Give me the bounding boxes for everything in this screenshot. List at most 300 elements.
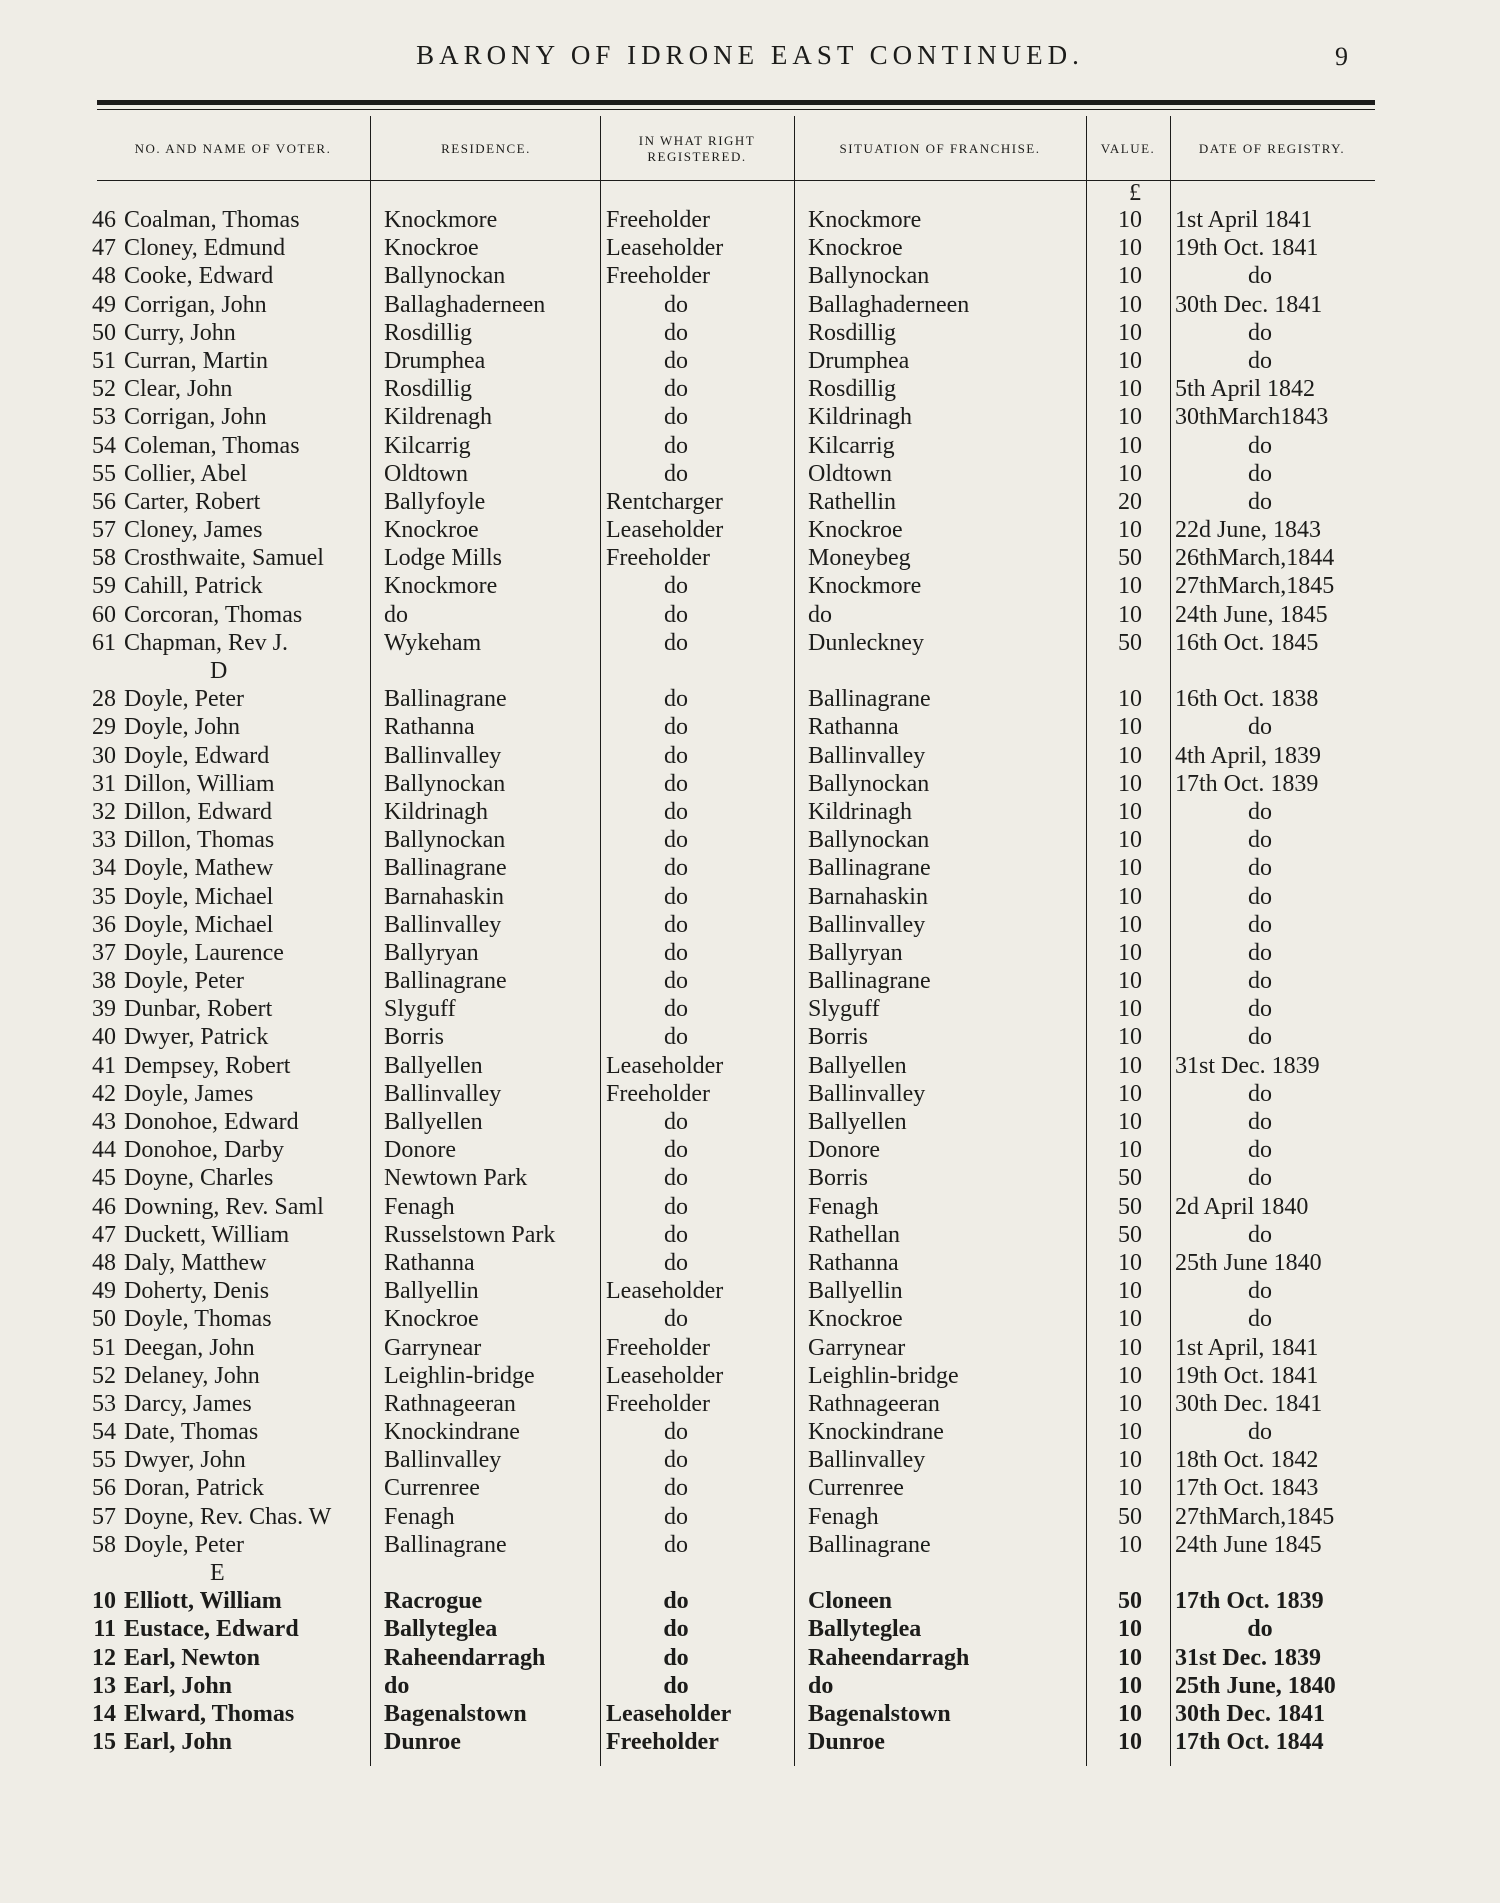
residence: do bbox=[384, 601, 408, 628]
registry-date: 19th Oct. 1841 bbox=[1175, 235, 1319, 262]
registry-date: 31st Dec. 1839 bbox=[1175, 1052, 1320, 1079]
franchise-value: 10 bbox=[1118, 714, 1142, 741]
residence: Knockmore bbox=[384, 207, 498, 233]
registry-date: 27thMarch,1845 bbox=[1175, 573, 1335, 600]
registration-right: do bbox=[664, 686, 688, 713]
franchise-value: 10 bbox=[1118, 1447, 1142, 1474]
franchise-situation: Ballyellen bbox=[808, 1052, 907, 1079]
franchise-value: 10 bbox=[1118, 263, 1142, 290]
residence: Ballinvalley bbox=[384, 1080, 502, 1107]
registration-right: do bbox=[664, 1221, 688, 1248]
registration-right: Leaseholder bbox=[606, 1278, 724, 1305]
franchise-value: 10 bbox=[1118, 432, 1142, 459]
page-number: 9 bbox=[1335, 42, 1348, 71]
voter-number: 43 bbox=[92, 1109, 116, 1135]
table-row bbox=[0, 1023, 1500, 1051]
franchise-situation: Moneybeg bbox=[808, 545, 911, 572]
table-row bbox=[0, 1390, 1500, 1418]
franchise-situation: Rathanna bbox=[808, 1249, 899, 1276]
voter-name: Cooke, Edward bbox=[124, 263, 274, 290]
franchise-value: 10 bbox=[1118, 883, 1142, 910]
franchise-situation: Ballaghaderneen bbox=[808, 291, 970, 318]
voter-name: Earl, Newton bbox=[124, 1644, 260, 1671]
registry-date: 17th Oct. 1844 bbox=[1175, 1729, 1324, 1756]
voter-name: Doyle, John bbox=[124, 714, 240, 741]
section-letter-row bbox=[0, 657, 1500, 685]
franchise-situation: Ballinvalley bbox=[808, 1080, 926, 1107]
voter-number: 48 bbox=[92, 1249, 116, 1276]
voter-number: 45 bbox=[92, 1165, 116, 1192]
franchise-value: 10 bbox=[1118, 1419, 1142, 1446]
table-row bbox=[0, 460, 1500, 488]
franchise-situation: Currenree bbox=[808, 1475, 904, 1502]
registry-date: do bbox=[1248, 432, 1272, 459]
franchise-value: 10 bbox=[1118, 1024, 1142, 1051]
registry-date: 24th June 1845 bbox=[1175, 1531, 1322, 1558]
residence: Drumphea bbox=[384, 347, 486, 374]
voter-number: 47 bbox=[92, 235, 116, 262]
voter-name: Donohoe, Darby bbox=[124, 1137, 284, 1164]
registry-date: 1st April 1841 bbox=[1175, 207, 1313, 233]
registry-date: do bbox=[1248, 883, 1272, 910]
franchise-value: 10 bbox=[1118, 347, 1142, 374]
franchise-value: 10 bbox=[1118, 404, 1142, 431]
table-row bbox=[0, 1108, 1500, 1136]
voter-name: Dillon, Thomas bbox=[124, 827, 275, 854]
voter-number: 57 bbox=[92, 1503, 116, 1530]
franchise-value: 10 bbox=[1118, 939, 1142, 966]
table-row bbox=[0, 1164, 1500, 1192]
registry-date: 24th June, 1845 bbox=[1175, 601, 1328, 628]
franchise-situation: Donore bbox=[808, 1137, 880, 1164]
voter-name: Corrigan, John bbox=[124, 291, 267, 318]
registration-right: do bbox=[664, 319, 688, 346]
registration-right: do bbox=[664, 404, 688, 431]
franchise-value: 50 bbox=[1118, 1165, 1142, 1192]
franchise-situation: Knockroe bbox=[808, 235, 903, 262]
registry-date: do bbox=[1248, 1080, 1272, 1107]
registration-right: do bbox=[663, 1588, 689, 1615]
table-row bbox=[0, 713, 1500, 741]
table-row bbox=[0, 601, 1500, 629]
registration-right: do bbox=[664, 968, 688, 995]
voter-name: Crosthwaite, Samuel bbox=[124, 545, 324, 572]
residence: Oldtown bbox=[384, 460, 468, 487]
voter-name: Doyle, Peter bbox=[124, 686, 244, 713]
registration-right: do bbox=[664, 1165, 688, 1192]
registry-date: 18th Oct. 1842 bbox=[1175, 1447, 1319, 1474]
franchise-value: 10 bbox=[1118, 1616, 1142, 1643]
table-row bbox=[0, 262, 1500, 290]
voter-name: Doyle, Peter bbox=[124, 1531, 244, 1558]
column-header-right: IN WHAT RIGHT REGISTERED. bbox=[638, 133, 756, 164]
voter-number: 10 bbox=[92, 1588, 116, 1615]
table-row bbox=[0, 1193, 1500, 1221]
table-row bbox=[0, 488, 1500, 516]
residence: Kildrenagh bbox=[384, 404, 492, 431]
table-row bbox=[0, 1136, 1500, 1164]
table-row bbox=[0, 1672, 1500, 1700]
voter-name: Daly, Matthew bbox=[124, 1249, 267, 1276]
section-letter: E bbox=[210, 1560, 225, 1586]
registration-right: do bbox=[664, 629, 688, 656]
voter-number: 46 bbox=[92, 1193, 116, 1220]
franchise-value: 10 bbox=[1118, 1137, 1142, 1164]
column-header-rule bbox=[97, 180, 1375, 181]
registration-right: Freeholder bbox=[606, 207, 710, 233]
franchise-situation: Raheendarragh bbox=[808, 1644, 970, 1671]
table-row bbox=[0, 206, 1500, 234]
voter-number: 42 bbox=[92, 1080, 116, 1107]
registration-right: do bbox=[664, 855, 688, 882]
registration-right: do bbox=[664, 996, 688, 1023]
franchise-situation: Ballinvalley bbox=[808, 911, 926, 938]
voter-name: Doyle, Michael bbox=[124, 911, 274, 938]
voter-number: 35 bbox=[92, 883, 116, 910]
registration-right: do bbox=[664, 1475, 688, 1502]
registry-date: 5th April 1842 bbox=[1175, 376, 1316, 403]
registration-right: Freeholder bbox=[606, 1390, 710, 1417]
franchise-value: 10 bbox=[1118, 517, 1142, 544]
franchise-value: 50 bbox=[1118, 629, 1142, 656]
voter-number: 55 bbox=[92, 1447, 116, 1474]
franchise-value: 10 bbox=[1118, 1475, 1142, 1502]
voter-name: Chapman, Rev J. bbox=[124, 629, 288, 656]
voter-number: 28 bbox=[92, 686, 116, 713]
franchise-situation: Ballyteglea bbox=[808, 1616, 922, 1643]
voter-name: Elliott, William bbox=[124, 1588, 282, 1615]
table-row bbox=[0, 544, 1500, 572]
column-header-residence: RESIDENCE. bbox=[441, 141, 531, 156]
table-row bbox=[0, 516, 1500, 544]
voter-number: 39 bbox=[92, 996, 116, 1023]
voter-name: Doyle, Michael bbox=[124, 883, 274, 910]
residence: Rathanna bbox=[384, 1249, 475, 1276]
registry-date: do bbox=[1248, 714, 1272, 741]
franchise-situation: Ballyellin bbox=[808, 1278, 903, 1305]
voter-number: 37 bbox=[92, 939, 116, 966]
residence: Ballinvalley bbox=[384, 1447, 502, 1474]
table-row bbox=[0, 375, 1500, 403]
table-row bbox=[0, 1446, 1500, 1474]
registration-right: Freeholder bbox=[606, 263, 710, 290]
franchise-situation: Ballinagrane bbox=[808, 1531, 931, 1558]
registration-right: do bbox=[664, 291, 688, 318]
table-row bbox=[0, 1587, 1500, 1615]
registration-right: do bbox=[664, 376, 688, 403]
registration-right: Freeholder bbox=[606, 1729, 719, 1756]
franchise-value: 10 bbox=[1118, 1334, 1142, 1361]
voter-number: 55 bbox=[92, 460, 116, 487]
voter-number: 59 bbox=[92, 573, 116, 600]
registration-right: do bbox=[664, 460, 688, 487]
franchise-value: 10 bbox=[1118, 1672, 1142, 1699]
registry-date: 4th April, 1839 bbox=[1175, 742, 1322, 769]
residence: Lodge Mills bbox=[384, 545, 502, 572]
residence: Russelstown Park bbox=[384, 1221, 556, 1248]
franchise-situation: Bagenalstown bbox=[808, 1700, 951, 1727]
voter-name: Collier, Abel bbox=[124, 460, 248, 487]
franchise-value: 10 bbox=[1118, 798, 1142, 825]
voter-name: Dunbar, Robert bbox=[124, 996, 273, 1023]
voter-number: 47 bbox=[92, 1221, 116, 1248]
franchise-situation: Dunroe bbox=[808, 1729, 885, 1756]
franchise-value: 10 bbox=[1118, 1109, 1142, 1135]
residence: Racrogue bbox=[384, 1588, 483, 1615]
registry-date: 16th Oct. 1845 bbox=[1175, 629, 1319, 656]
voter-number: 52 bbox=[92, 376, 116, 403]
voter-name: Doyne, Charles bbox=[124, 1165, 274, 1192]
franchise-situation: Rathnageeran bbox=[808, 1390, 940, 1417]
franchise-value: 10 bbox=[1118, 1080, 1142, 1107]
residence: Ballyellin bbox=[384, 1278, 479, 1305]
residence: do bbox=[384, 1672, 410, 1699]
registry-date: do bbox=[1248, 488, 1272, 515]
franchise-value: 10 bbox=[1118, 460, 1142, 487]
registry-date: do bbox=[1248, 1221, 1272, 1248]
registration-right: Freeholder bbox=[606, 545, 710, 572]
voter-name: Deegan, John bbox=[124, 1334, 255, 1361]
residence: Slyguff bbox=[384, 996, 456, 1023]
franchise-situation: Drumphea bbox=[808, 347, 910, 374]
table-row bbox=[0, 1728, 1500, 1756]
voter-name: Doherty, Denis bbox=[124, 1278, 270, 1305]
voter-number: 31 bbox=[92, 770, 116, 797]
franchise-situation: Cloneen bbox=[808, 1588, 892, 1615]
table-row bbox=[0, 770, 1500, 798]
franchise-value: 10 bbox=[1118, 319, 1142, 346]
registry-date: do bbox=[1248, 347, 1272, 374]
registry-date: 30th Dec. 1841 bbox=[1175, 291, 1323, 318]
table-row bbox=[0, 1334, 1500, 1362]
table-row bbox=[0, 826, 1500, 854]
franchise-situation: Knockmore bbox=[808, 573, 922, 600]
registration-right: do bbox=[664, 939, 688, 966]
voter-number: 49 bbox=[92, 1278, 116, 1305]
franchise-value: 50 bbox=[1118, 545, 1142, 572]
table-row bbox=[0, 403, 1500, 431]
voter-number: 46 bbox=[92, 207, 116, 233]
table-row bbox=[0, 1080, 1500, 1108]
table-row bbox=[0, 854, 1500, 882]
registration-right: do bbox=[664, 573, 688, 600]
franchise-situation: Rosdillig bbox=[808, 319, 897, 346]
franchise-situation: Ballinagrane bbox=[808, 686, 931, 713]
registration-right: do bbox=[664, 1024, 688, 1051]
voter-number: 34 bbox=[92, 855, 116, 882]
franchise-situation: Slyguff bbox=[808, 996, 880, 1023]
residence: Knockmore bbox=[384, 573, 498, 600]
franchise-value: 10 bbox=[1118, 770, 1142, 797]
table-row bbox=[0, 939, 1500, 967]
registry-date: do bbox=[1248, 911, 1272, 938]
voter-number: 51 bbox=[92, 1334, 116, 1361]
registry-date: 22d June, 1843 bbox=[1175, 517, 1321, 544]
registry-date: 31st Dec. 1839 bbox=[1175, 1644, 1321, 1671]
table-row bbox=[0, 629, 1500, 657]
voter-number: 49 bbox=[92, 291, 116, 318]
table-row bbox=[0, 1503, 1500, 1531]
table-row bbox=[0, 883, 1500, 911]
franchise-value: 10 bbox=[1118, 601, 1142, 628]
registration-right: do bbox=[664, 911, 688, 938]
franchise-value: 10 bbox=[1118, 1052, 1142, 1079]
residence: Ballyellen bbox=[384, 1052, 483, 1079]
registration-right: do bbox=[664, 1419, 688, 1446]
residence: Rathnageeran bbox=[384, 1390, 516, 1417]
voter-name: Donohoe, Edward bbox=[124, 1109, 299, 1135]
residence: Leighlin-bridge bbox=[384, 1362, 535, 1389]
voter-name: Elward, Thomas bbox=[124, 1700, 295, 1727]
registration-right: do bbox=[664, 827, 688, 854]
registration-right: do bbox=[664, 714, 688, 741]
registration-right: do bbox=[664, 1503, 688, 1530]
residence: Donore bbox=[384, 1137, 456, 1164]
franchise-situation: Knockindrane bbox=[808, 1419, 944, 1446]
table-row bbox=[0, 798, 1500, 826]
registry-date: 16th Oct. 1838 bbox=[1175, 686, 1319, 713]
registry-date: do bbox=[1248, 460, 1272, 487]
voter-name: Cloney, Edmund bbox=[124, 235, 286, 262]
franchise-situation: Kildrinagh bbox=[808, 404, 912, 431]
voter-name: Dwyer, John bbox=[124, 1447, 246, 1474]
column-header-voter: NO. AND NAME OF VOTER. bbox=[134, 141, 332, 156]
voter-name: Dwyer, Patrick bbox=[124, 1024, 269, 1051]
voter-name: Date, Thomas bbox=[124, 1419, 259, 1446]
voter-number: 48 bbox=[92, 263, 116, 290]
franchise-situation: Leighlin-bridge bbox=[808, 1362, 959, 1389]
voter-name: Downing, Rev. Saml bbox=[124, 1193, 324, 1220]
residence: Fenagh bbox=[384, 1503, 455, 1530]
residence: Raheendarragh bbox=[384, 1644, 546, 1671]
section-letter: D bbox=[210, 658, 228, 684]
franchise-situation: Rosdillig bbox=[808, 376, 897, 403]
voter-name: Dillon, Edward bbox=[124, 798, 272, 825]
voter-number: 56 bbox=[92, 488, 116, 515]
franchise-value: 10 bbox=[1118, 1700, 1142, 1727]
section-letter-row bbox=[0, 1559, 1500, 1587]
voter-name: Corrigan, John bbox=[124, 404, 267, 431]
residence: Knockroe bbox=[384, 235, 479, 262]
registration-right: do bbox=[664, 742, 688, 769]
registry-date: 25th June 1840 bbox=[1175, 1249, 1322, 1276]
registry-date: do bbox=[1248, 798, 1272, 825]
voter-number: 52 bbox=[92, 1362, 116, 1389]
franchise-situation: do bbox=[808, 601, 832, 628]
residence: Newtown Park bbox=[384, 1165, 528, 1192]
voter-name: Cahill, Patrick bbox=[124, 573, 263, 600]
registry-date: do bbox=[1248, 1109, 1272, 1135]
voter-name: Eustace, Edward bbox=[124, 1616, 299, 1643]
registry-date: do bbox=[1248, 827, 1272, 854]
voter-name: Doyle, Edward bbox=[124, 742, 270, 769]
table-row bbox=[0, 1305, 1500, 1333]
registration-right: Leaseholder bbox=[606, 235, 724, 262]
registration-right: Leaseholder bbox=[606, 1362, 724, 1389]
registration-right: do bbox=[664, 347, 688, 374]
franchise-situation: Ballynockan bbox=[808, 263, 930, 290]
registration-right: do bbox=[664, 1249, 688, 1276]
franchise-situation: Rathellin bbox=[808, 488, 896, 515]
voter-number: 44 bbox=[92, 1137, 116, 1164]
voter-number: 38 bbox=[92, 968, 116, 995]
registry-date: 30th Dec. 1841 bbox=[1175, 1700, 1325, 1727]
franchise-situation: Knockroe bbox=[808, 1306, 903, 1333]
registry-date: do bbox=[1248, 939, 1272, 966]
residence: Knockroe bbox=[384, 1306, 479, 1333]
residence: Dunroe bbox=[384, 1729, 461, 1756]
column-header-date: DATE OF REGISTRY. bbox=[1198, 141, 1346, 156]
table-row bbox=[0, 1249, 1500, 1277]
table-row bbox=[0, 1277, 1500, 1305]
voter-name: Duckett, William bbox=[124, 1221, 290, 1248]
registry-date: do bbox=[1248, 319, 1272, 346]
franchise-situation: Rathellan bbox=[808, 1221, 900, 1248]
residence: Ballinagrane bbox=[384, 686, 507, 713]
voter-name: Dillon, William bbox=[124, 770, 275, 797]
table-row bbox=[0, 1615, 1500, 1643]
table-row bbox=[0, 234, 1500, 262]
franchise-value: 10 bbox=[1118, 1729, 1142, 1756]
registry-date: 25th June, 1840 bbox=[1175, 1672, 1336, 1699]
voter-number: 56 bbox=[92, 1475, 116, 1502]
franchise-situation: Ballinagrane bbox=[808, 855, 931, 882]
franchise-value: 10 bbox=[1118, 1249, 1142, 1276]
registration-right: do bbox=[664, 770, 688, 797]
voter-name: Doyle, Laurence bbox=[124, 939, 284, 966]
franchise-situation: Borris bbox=[808, 1024, 868, 1051]
voter-name: Doyle, James bbox=[124, 1080, 254, 1107]
franchise-situation: Ballinvalley bbox=[808, 1447, 926, 1474]
franchise-value: 10 bbox=[1118, 207, 1142, 233]
franchise-value: 50 bbox=[1118, 1221, 1142, 1248]
registry-date: 30th Dec. 1841 bbox=[1175, 1390, 1323, 1417]
voter-number: 36 bbox=[92, 911, 116, 938]
table-row bbox=[0, 1221, 1500, 1249]
table-row bbox=[0, 911, 1500, 939]
voter-number: 41 bbox=[92, 1052, 116, 1079]
table-row bbox=[0, 1474, 1500, 1502]
voter-name: Corcoran, Thomas bbox=[124, 601, 303, 628]
franchise-value: 10 bbox=[1118, 911, 1142, 938]
voter-number: 58 bbox=[92, 1531, 116, 1558]
registry-date: do bbox=[1248, 1165, 1272, 1192]
registration-right: Leaseholder bbox=[606, 1700, 732, 1727]
table-row bbox=[0, 319, 1500, 347]
registration-right: do bbox=[664, 798, 688, 825]
table-row bbox=[0, 1362, 1500, 1390]
franchise-value: 10 bbox=[1118, 1531, 1142, 1558]
registry-date: do bbox=[1248, 968, 1272, 995]
registration-right: Leaseholder bbox=[606, 1052, 724, 1079]
voter-number: 61 bbox=[92, 629, 116, 656]
registry-date: 27thMarch,1845 bbox=[1175, 1503, 1335, 1530]
registry-date: 2d April 1840 bbox=[1175, 1193, 1309, 1220]
registry-date: do bbox=[1248, 996, 1272, 1023]
residence: Rosdillig bbox=[384, 376, 473, 403]
franchise-situation: Rathanna bbox=[808, 714, 899, 741]
franchise-value: 10 bbox=[1118, 742, 1142, 769]
franchise-situation: Knockmore bbox=[808, 207, 922, 233]
registration-right: do bbox=[663, 1616, 689, 1643]
franchise-situation: Fenagh bbox=[808, 1503, 879, 1530]
franchise-value: 10 bbox=[1118, 968, 1142, 995]
franchise-situation: Barnahaskin bbox=[808, 883, 928, 910]
voter-number: 60 bbox=[92, 601, 116, 628]
registration-right: Freeholder bbox=[606, 1080, 710, 1107]
franchise-situation: Oldtown bbox=[808, 460, 892, 487]
voter-number: 15 bbox=[92, 1729, 116, 1756]
